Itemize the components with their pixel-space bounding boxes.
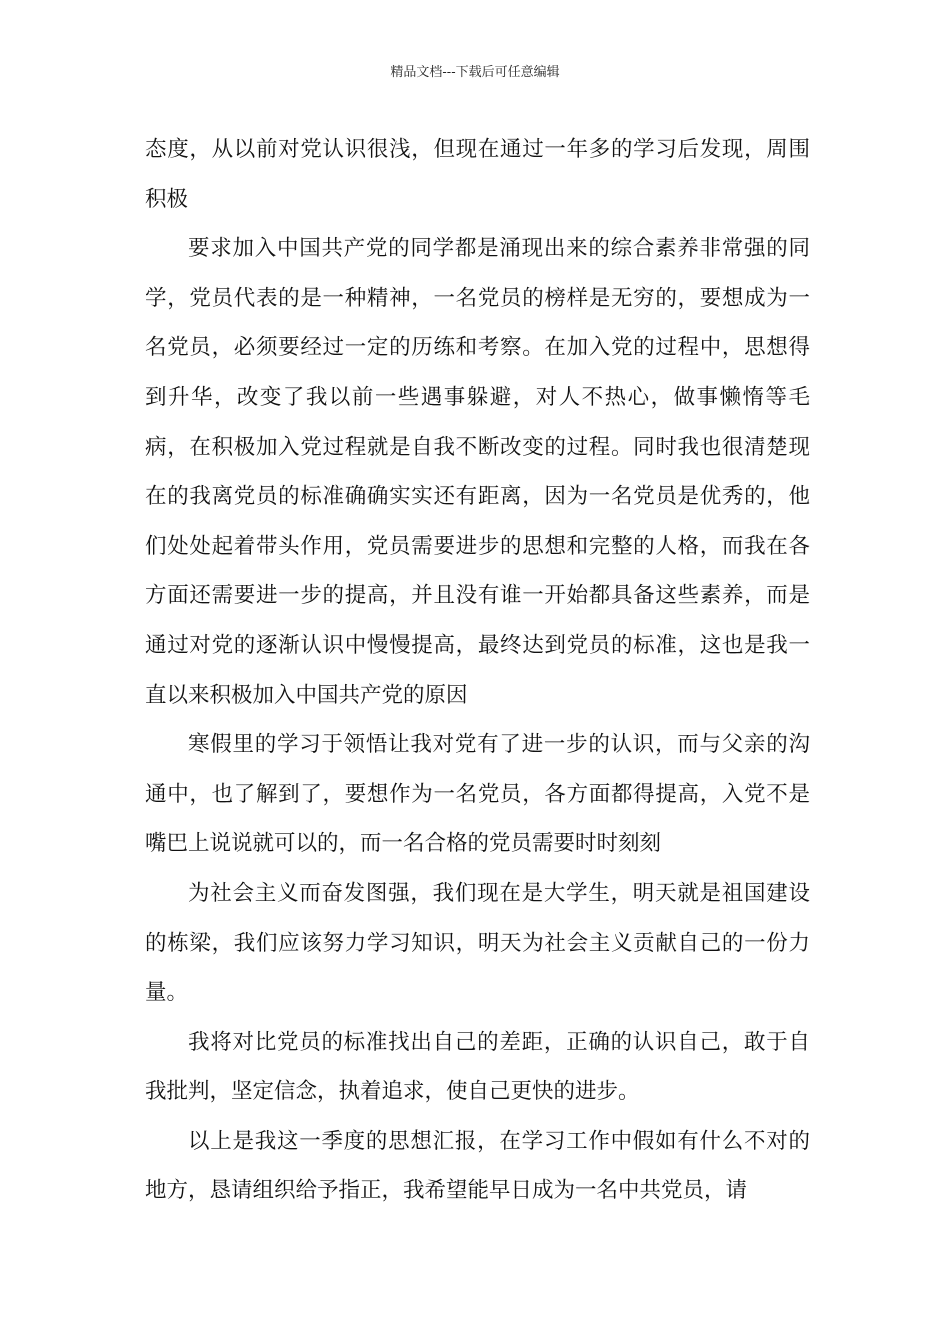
paragraph: 寒假里的学习于领悟让我对党有了进一步的认识，而与父亲的沟通中，也了解到了，要想作为一名党员，各方面都得提高，入党不是嘴巴上说说就可以的，而一名合格的党员需要时时刻刻	[145, 732, 810, 857]
paragraph-continuation: 态度，从以前对党认识很浅，但现在通过一年多的学习后发现，周围积极	[145, 137, 810, 212]
document-body	[145, 125, 810, 1216]
page-header: 精品文档---下载后可任意编辑	[390, 65, 560, 80]
paragraph: 我将对比党员的标准找出自己的差距，正确的认识自己，敢于自我批判，坚定信念，执着追求，使自己更快的进步。	[145, 1029, 810, 1105]
paragraph: 为社会主义而奋发图强，我们现在是大学生，明天就是祖国建设的栋梁，我们应该努力学习知识，明天为社会主义贡献自己的一份力量。	[145, 880, 810, 1006]
paragraph: 以上是我这一季度的思想汇报，在学习工作中假如有什么不对的地方，恳请组织给予指正，我希望能早日成为一名中共党员，请	[145, 1128, 810, 1204]
paragraph: 要求加入中国共产党的同学都是涌现出来的综合素养非常强的同学，党员代表的是一种精神，一名党员的榜样是无穷的，要想成为一名党员，必须要经过一定的历练和考察。在加入党的过程中，思想得到升华，改变了我以前一些遇事躲避，对人不热心，做事懒惰等毛病，在积极加入党过程就是自我不断改变的过程。同时我也很清楚现在的我离党员的标准确确实实还有距离，因为一名党员是优秀的，他们处处起着带头作用，党员需要进步的思想和完整的人格，而我在各方面还需要进一步的提高，并且没有谁一开始都具备这些素养，而是通过对党的逐渐认识中慢慢提高，最终达到党员的标准，这也是我一直以来积极加入中国共产党的原因	[145, 236, 810, 708]
